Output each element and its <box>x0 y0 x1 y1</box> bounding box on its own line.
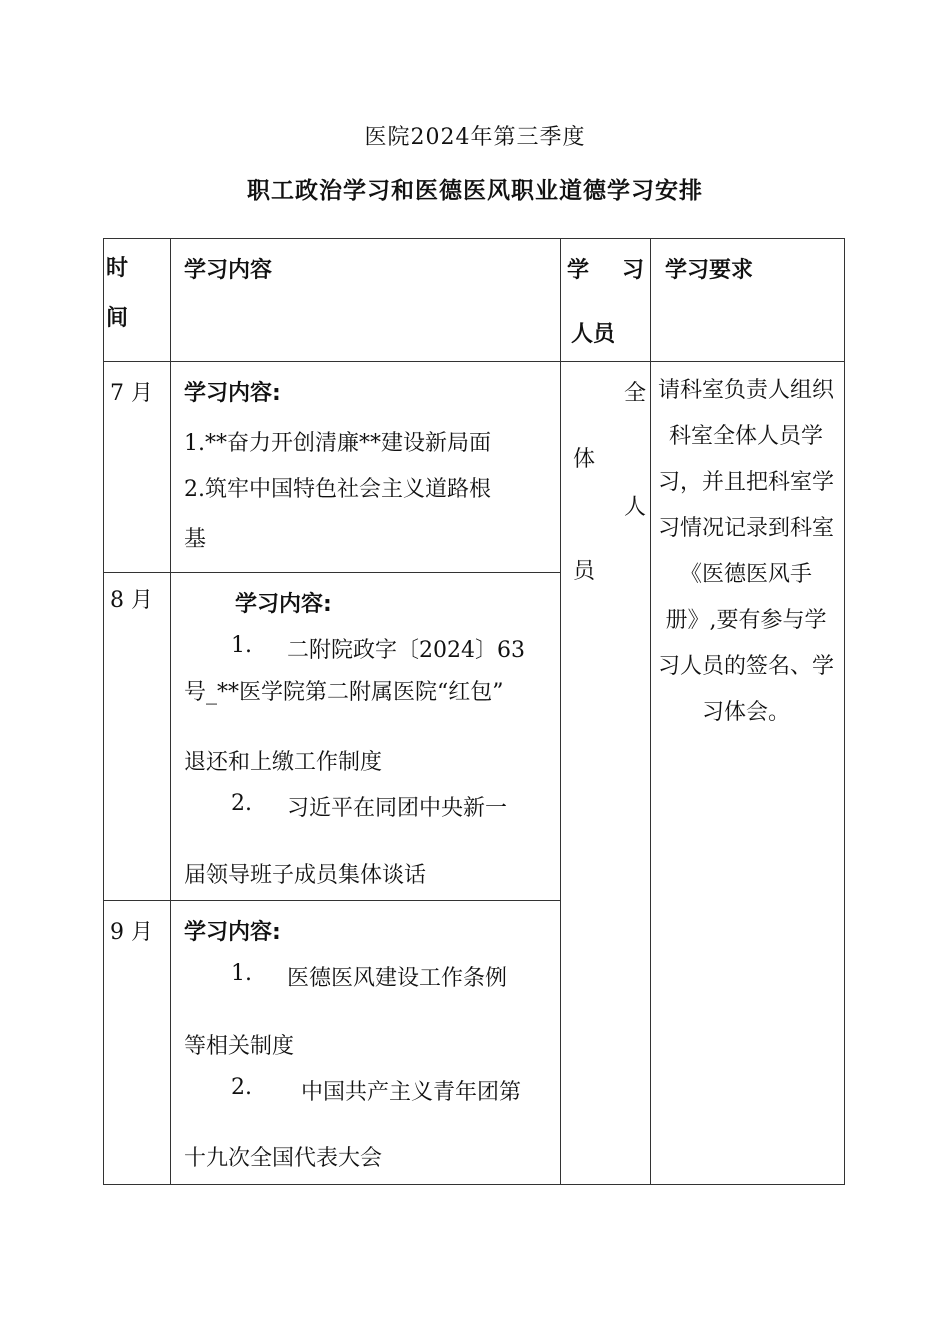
month-label: 9 月 <box>110 920 153 945</box>
header-time-char2: 间 <box>106 306 129 331</box>
item-number: 2. <box>231 791 252 816</box>
content-item: 十九次全国代表大会 <box>184 1146 383 1171</box>
staff-cell <box>561 362 651 1185</box>
month-label: 8 月 <box>110 588 153 613</box>
table-header-row <box>104 239 845 362</box>
header-staff <box>561 239 651 362</box>
document-title: 职工政治学习和医德医风职业道德学习安排 <box>247 178 703 204</box>
item-number: 2. <box>231 1075 252 1100</box>
header-requirement <box>651 239 845 362</box>
content-item: 医德医风建设工作条例 <box>287 966 508 991</box>
table-row-july <box>104 362 845 573</box>
month-cell <box>104 901 171 1185</box>
content-item: 号_**医学院第二附属医院“红包” <box>184 680 504 705</box>
content-heading: 学习内容: <box>184 381 281 406</box>
staff-char: 员 <box>573 559 596 584</box>
content-item: 2.筑牢中国特色社会主义道路根 <box>184 477 491 502</box>
document-subtitle: 医院2024年第三季度 <box>364 125 586 150</box>
content-heading: 学习内容: <box>235 592 332 617</box>
header-content <box>171 239 561 362</box>
staff-char: 人 <box>623 495 646 520</box>
content-item: 等相关制度 <box>184 1034 295 1059</box>
header-requirement-label: 学习要求 <box>665 258 754 283</box>
content-item: 基 <box>184 527 207 552</box>
content-item: 1.**奋力开创清廉**建设新局面 <box>184 431 491 456</box>
content-item: 习近平在同团中央新一 <box>287 796 508 821</box>
month-cell <box>104 362 171 573</box>
staff-char: 全 <box>623 381 646 406</box>
schedule-table <box>103 238 845 1185</box>
staff-char: 体 <box>573 447 596 472</box>
header-content-label: 学习内容 <box>184 258 273 283</box>
header-staff-char3: 人员 <box>571 322 616 347</box>
content-item: 届领导班子成员集体谈话 <box>184 863 427 888</box>
header-staff-char1: 学 <box>567 258 590 283</box>
content-cell <box>171 573 561 901</box>
item-number: 1. <box>231 633 252 658</box>
header-time-char1: 时 <box>106 256 129 281</box>
content-cell <box>171 362 561 573</box>
header-staff-char2: 习 <box>621 258 644 283</box>
item-number: 1. <box>231 961 252 986</box>
requirement-cell <box>651 362 845 1185</box>
month-cell <box>104 573 171 901</box>
header-time <box>104 239 171 362</box>
content-heading: 学习内容: <box>184 920 281 945</box>
content-item: 退还和上缴工作制度 <box>184 750 383 775</box>
requirement-text: 请科室负责人组织科室全体人员学习，并且把科室学习情况记录到科室《医德医风手册》,要有参与学习人员的签名、学习体会。 <box>657 378 834 725</box>
content-item: 二附院政字〔2024〕63 <box>287 638 525 663</box>
content-item: 中国共产主义青年团第 <box>301 1080 522 1105</box>
content-cell <box>171 901 561 1185</box>
month-label: 7 月 <box>110 381 153 406</box>
